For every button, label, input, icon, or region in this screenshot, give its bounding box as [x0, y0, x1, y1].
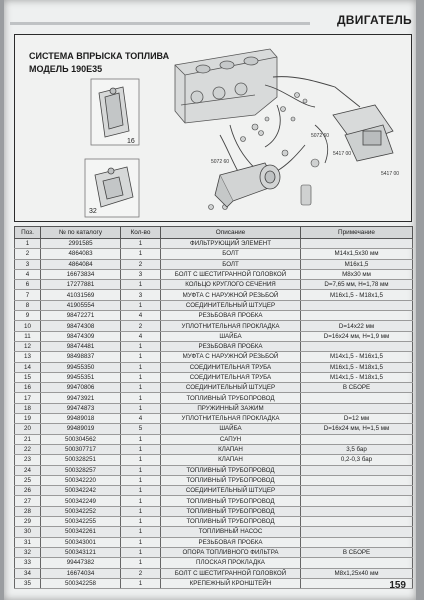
cell-position: 9 — [15, 311, 41, 321]
table-row — [15, 259, 413, 269]
cell-quantity: 1 — [121, 352, 161, 362]
table-row — [15, 486, 413, 496]
table-row — [15, 568, 413, 578]
cell-note: D=16x24 мм, H=1,9 мм — [301, 331, 413, 341]
cell-note: В СБОРЕ — [301, 547, 413, 557]
table-row — [15, 300, 413, 310]
cell-position: 26 — [15, 486, 41, 496]
table-row — [15, 393, 413, 403]
diagram-title: СИСТЕМА ВПРЫСКА ТОПЛИВА — [29, 51, 170, 61]
cell-catalog-number: 500342242 — [41, 486, 121, 496]
cell-catalog-number: 500342255 — [41, 517, 121, 527]
cell-description: КРЕПЕЖНЫЙ КРОНШТЕЙН — [161, 578, 301, 588]
cell-description: ПЛОСКАЯ ПРОКЛАДКА — [161, 558, 301, 568]
cell-quantity: 1 — [121, 475, 161, 485]
cell-note: М8x30 мм — [301, 269, 413, 279]
table-row — [15, 372, 413, 382]
cell-position: 2 — [15, 249, 41, 259]
cell-position: 29 — [15, 517, 41, 527]
cell-note: 3,5 бар — [301, 444, 413, 454]
cell-description: ТОПЛИВНЫЙ ТРУБОПРОВОД — [161, 475, 301, 485]
cell-quantity: 1 — [121, 558, 161, 568]
cell-quantity: 1 — [121, 362, 161, 372]
cell-note — [301, 341, 413, 351]
cell-position: 6 — [15, 280, 41, 290]
cell-catalog-number: 500343121 — [41, 547, 121, 557]
table-row — [15, 496, 413, 506]
cell-catalog-number: 99489018 — [41, 414, 121, 424]
cell-description: ТОПЛИВНЫЙ ТРУБОПРОВОД — [161, 506, 301, 516]
cell-description: САПУН — [161, 434, 301, 444]
cell-note: М16x1,5 - М18x1,5 — [301, 362, 413, 372]
cell-position: 16 — [15, 383, 41, 393]
cell-position: 3 — [15, 259, 41, 269]
table-row — [15, 403, 413, 413]
cell-quantity: 1 — [121, 239, 161, 249]
cell-quantity: 1 — [121, 486, 161, 496]
cell-catalog-number: 4864083 — [41, 249, 121, 259]
cell-quantity: 1 — [121, 547, 161, 557]
col-header-catalog: № по каталогу — [41, 227, 121, 239]
cell-description: ТОПЛИВНЫЙ ТРУБОПРОВОД — [161, 465, 301, 475]
table-row — [15, 455, 413, 465]
table-header-row — [15, 227, 413, 239]
cell-quantity: 3 — [121, 269, 161, 279]
cell-catalog-number: 16673834 — [41, 269, 121, 279]
cell-catalog-number: 41905554 — [41, 300, 121, 310]
cell-quantity: 5 — [121, 424, 161, 434]
cell-catalog-number: 500342249 — [41, 496, 121, 506]
cell-catalog-number: 99455350 — [41, 362, 121, 372]
cell-position: 32 — [15, 547, 41, 557]
callout-label: 5417 00 — [333, 151, 352, 157]
cell-position: 8 — [15, 300, 41, 310]
exploded-view-diagram — [15, 35, 411, 221]
cell-quantity: 4 — [121, 414, 161, 424]
cell-position: 11 — [15, 331, 41, 341]
cell-note — [301, 300, 413, 310]
cell-position: 31 — [15, 537, 41, 547]
cell-note — [301, 537, 413, 547]
cell-position: 10 — [15, 321, 41, 331]
table-row — [15, 537, 413, 547]
cell-note: М16x1,5 — [301, 259, 413, 269]
col-header-pos: Поз. — [15, 227, 41, 239]
table-row — [15, 249, 413, 259]
cell-note — [301, 434, 413, 444]
table-row — [15, 414, 413, 424]
cell-description: ТОПЛИВНЫЙ ТРУБОПРОВОД — [161, 517, 301, 527]
cell-note: М14x1,5x30 мм — [301, 249, 413, 259]
cell-catalog-number: 99473921 — [41, 393, 121, 403]
fuel-pump-drawing — [215, 163, 280, 207]
cell-catalog-number: 99455351 — [41, 372, 121, 382]
table-row — [15, 362, 413, 372]
table-row — [15, 517, 413, 527]
cell-quantity: 1 — [121, 383, 161, 393]
cell-position: 14 — [15, 362, 41, 372]
inset-16-drawing — [91, 79, 139, 145]
cell-description: РЕЗЬБОВАЯ ПРОБКА — [161, 341, 301, 351]
table-row — [15, 383, 413, 393]
cell-quantity: 1 — [121, 249, 161, 259]
cell-catalog-number: 98474309 — [41, 331, 121, 341]
cell-description: СОЕДИНИТЕЛЬНАЯ ТРУБА — [161, 362, 301, 372]
cell-position: 22 — [15, 444, 41, 454]
cell-position: 15 — [15, 372, 41, 382]
cell-catalog-number: 500343001 — [41, 537, 121, 547]
cell-note — [301, 475, 413, 485]
cell-note: В СБОРЕ — [301, 383, 413, 393]
cell-note: 0,2-0,3 бар — [301, 455, 413, 465]
cell-catalog-number: 4864084 — [41, 259, 121, 269]
cell-catalog-number: 98472271 — [41, 311, 121, 321]
inset-number-16: 16 — [127, 138, 135, 145]
cell-quantity: 1 — [121, 455, 161, 465]
cell-note — [301, 496, 413, 506]
cell-description: УПЛОТНИТЕЛЬНАЯ ПРОКЛАДКА — [161, 414, 301, 424]
cell-description: БОЛТ — [161, 249, 301, 259]
cell-position: 24 — [15, 465, 41, 475]
cell-note: М16x1,5 - М18x1,5 — [301, 290, 413, 300]
diagram-frame — [14, 34, 412, 222]
cell-note: D=7,65 мм, H=1,78 мм — [301, 280, 413, 290]
cell-catalog-number: 500304562 — [41, 434, 121, 444]
cell-note — [301, 465, 413, 475]
cell-note — [301, 527, 413, 537]
col-header-qty: Кол-во — [121, 227, 161, 239]
cell-description: СОЕДИНИТЕЛЬНЫЙ ШТУЦЕР — [161, 383, 301, 393]
cell-catalog-number: 99447382 — [41, 558, 121, 568]
cell-position: 12 — [15, 341, 41, 351]
cell-catalog-number: 17277881 — [41, 280, 121, 290]
inset-number-32: 32 — [89, 208, 97, 215]
cell-note — [301, 558, 413, 568]
cell-note: D=14x22 мм — [301, 321, 413, 331]
cell-catalog-number: 500342220 — [41, 475, 121, 485]
table-row — [15, 506, 413, 516]
cell-quantity: 1 — [121, 372, 161, 382]
table-row — [15, 269, 413, 279]
table-row — [15, 239, 413, 249]
cell-note: М14x1,5 - М18x1,5 — [301, 372, 413, 382]
cell-description: СОЕДИНИТЕЛЬНЫЙ ШТУЦЕР — [161, 486, 301, 496]
cell-position: 4 — [15, 269, 41, 279]
cell-description: МУФТА С НАРУЖНОЙ РЕЗЬБОЙ — [161, 352, 301, 362]
section-title: ДВИГАТЕЛЬ — [336, 13, 412, 27]
cell-position: 17 — [15, 393, 41, 403]
cell-note — [301, 311, 413, 321]
cell-note: D=12 мм — [301, 414, 413, 424]
cell-description: ОПОРА ТОПЛИВНОГО ФИЛЬТРА — [161, 547, 301, 557]
cell-note — [301, 517, 413, 527]
cell-description: СОЕДИНИТЕЛЬНАЯ ТРУБА — [161, 372, 301, 382]
cell-description: МУФТА С НАРУЖНОЙ РЕЗЬБОЙ — [161, 290, 301, 300]
cell-description: ТОПЛИВНЫЙ НАСОС — [161, 527, 301, 537]
cell-quantity: 1 — [121, 537, 161, 547]
cell-position: 33 — [15, 558, 41, 568]
cell-catalog-number: 500342258 — [41, 578, 121, 588]
cell-catalog-number: 500328251 — [41, 455, 121, 465]
cell-description: УПЛОТНИТЕЛЬНАЯ ПРОКЛАДКА — [161, 321, 301, 331]
cell-description: ТОПЛИВНЫЙ ТРУБОПРОВОД — [161, 496, 301, 506]
table-row — [15, 527, 413, 537]
table-row — [15, 465, 413, 475]
cell-position: 23 — [15, 455, 41, 465]
cell-position: 21 — [15, 434, 41, 444]
table-row — [15, 290, 413, 300]
table-row — [15, 331, 413, 341]
cell-catalog-number: 98474308 — [41, 321, 121, 331]
cell-catalog-number: 98474481 — [41, 341, 121, 351]
cell-quantity: 1 — [121, 434, 161, 444]
table-row — [15, 341, 413, 351]
section-header — [4, 12, 416, 32]
table-row — [15, 434, 413, 444]
cell-quantity: 1 — [121, 506, 161, 516]
table-row — [15, 321, 413, 331]
cell-note: М14x1,5 - М16x1,5 — [301, 352, 413, 362]
cell-note — [301, 239, 413, 249]
callout-label: 5072 60 — [311, 133, 330, 139]
cell-quantity: 1 — [121, 403, 161, 413]
cell-catalog-number: 99474873 — [41, 403, 121, 413]
cell-catalog-number: 500328257 — [41, 465, 121, 475]
cell-position: 19 — [15, 414, 41, 424]
cell-position: 25 — [15, 475, 41, 485]
parts-table — [14, 226, 413, 589]
cell-catalog-number: 41031569 — [41, 290, 121, 300]
cell-note — [301, 403, 413, 413]
cell-quantity: 2 — [121, 568, 161, 578]
cell-description: СОЕДИНИТЕЛЬНЫЙ ШТУЦЕР — [161, 300, 301, 310]
table-row — [15, 547, 413, 557]
cell-position: 18 — [15, 403, 41, 413]
cell-catalog-number: 2991585 — [41, 239, 121, 249]
cell-quantity: 1 — [121, 300, 161, 310]
diagram-model: МОДЕЛЬ 190E35 — [29, 64, 103, 74]
table-row — [15, 280, 413, 290]
cell-position: 34 — [15, 568, 41, 578]
cell-quantity: 1 — [121, 496, 161, 506]
cell-catalog-number: 16674034 — [41, 568, 121, 578]
cell-description: КЛАПАН — [161, 444, 301, 454]
cell-note: М8x1,25x40 мм — [301, 568, 413, 578]
cell-note — [301, 486, 413, 496]
cell-quantity: 1 — [121, 517, 161, 527]
cell-description: КОЛЬЦО КРУГЛОГО СЕЧЕНИЯ — [161, 280, 301, 290]
engine-block-drawing — [175, 49, 277, 123]
cell-quantity: 1 — [121, 393, 161, 403]
cell-quantity: 1 — [121, 465, 161, 475]
cell-note — [301, 393, 413, 403]
cell-catalog-number: 98498837 — [41, 352, 121, 362]
cell-description: ШАЙБА — [161, 331, 301, 341]
callout-label: 5072 60 — [211, 159, 230, 165]
table-row — [15, 352, 413, 362]
table-row — [15, 475, 413, 485]
table-row — [15, 444, 413, 454]
cell-quantity: 3 — [121, 290, 161, 300]
catalog-page — [4, 0, 416, 600]
cell-description: БОЛТ — [161, 259, 301, 269]
cell-description: ТОПЛИВНЫЙ ТРУБОПРОВОД — [161, 393, 301, 403]
cell-description: РЕЗЬБОВАЯ ПРОБКА — [161, 311, 301, 321]
cell-description: ПРУЖИННЫЙ ЗАЖИМ — [161, 403, 301, 413]
parts-table-body — [15, 239, 413, 589]
cell-catalog-number: 99470806 — [41, 383, 121, 393]
cell-catalog-number: 500307717 — [41, 444, 121, 454]
col-header-note: Примечание — [301, 227, 413, 239]
cell-position: 7 — [15, 290, 41, 300]
cell-catalog-number: 500342252 — [41, 506, 121, 516]
callout-label: 5417 00 — [381, 171, 400, 177]
cell-catalog-number: 500342261 — [41, 527, 121, 537]
cell-catalog-number: 99489019 — [41, 424, 121, 434]
cell-position: 28 — [15, 506, 41, 516]
cell-position: 20 — [15, 424, 41, 434]
cell-description: КЛАПАН — [161, 455, 301, 465]
cell-description: ФИЛЬТРУЮЩИЙ ЭЛЕМЕНТ — [161, 239, 301, 249]
cell-quantity: 1 — [121, 578, 161, 588]
cell-quantity: 1 — [121, 527, 161, 537]
cell-description: БОЛТ С ШЕСТИГРАННОЙ ГОЛОВКОЙ — [161, 269, 301, 279]
cell-position: 27 — [15, 496, 41, 506]
page-number: 159 — [389, 580, 406, 591]
cell-quantity: 1 — [121, 280, 161, 290]
table-row — [15, 311, 413, 321]
cell-quantity: 2 — [121, 321, 161, 331]
header-rule — [10, 22, 310, 25]
cell-position: 30 — [15, 527, 41, 537]
cell-quantity: 4 — [121, 331, 161, 341]
cell-quantity: 1 — [121, 444, 161, 454]
cell-description: ШАЙБА — [161, 424, 301, 434]
cell-position: 35 — [15, 578, 41, 588]
col-header-description: Описание — [161, 227, 301, 239]
cell-description: РЕЗЬБОВАЯ ПРОБКА — [161, 537, 301, 547]
cell-position: 13 — [15, 352, 41, 362]
cell-quantity: 2 — [121, 259, 161, 269]
table-row — [15, 558, 413, 568]
cell-quantity: 1 — [121, 341, 161, 351]
cell-description: БОЛТ С ШЕСТИГРАННОЙ ГОЛОВКОЙ — [161, 568, 301, 578]
cell-position: 1 — [15, 239, 41, 249]
table-row — [15, 578, 413, 588]
cell-note — [301, 506, 413, 516]
cell-quantity: 4 — [121, 311, 161, 321]
cell-note: D=16x24 мм, H=1,5 мм — [301, 424, 413, 434]
table-row — [15, 424, 413, 434]
